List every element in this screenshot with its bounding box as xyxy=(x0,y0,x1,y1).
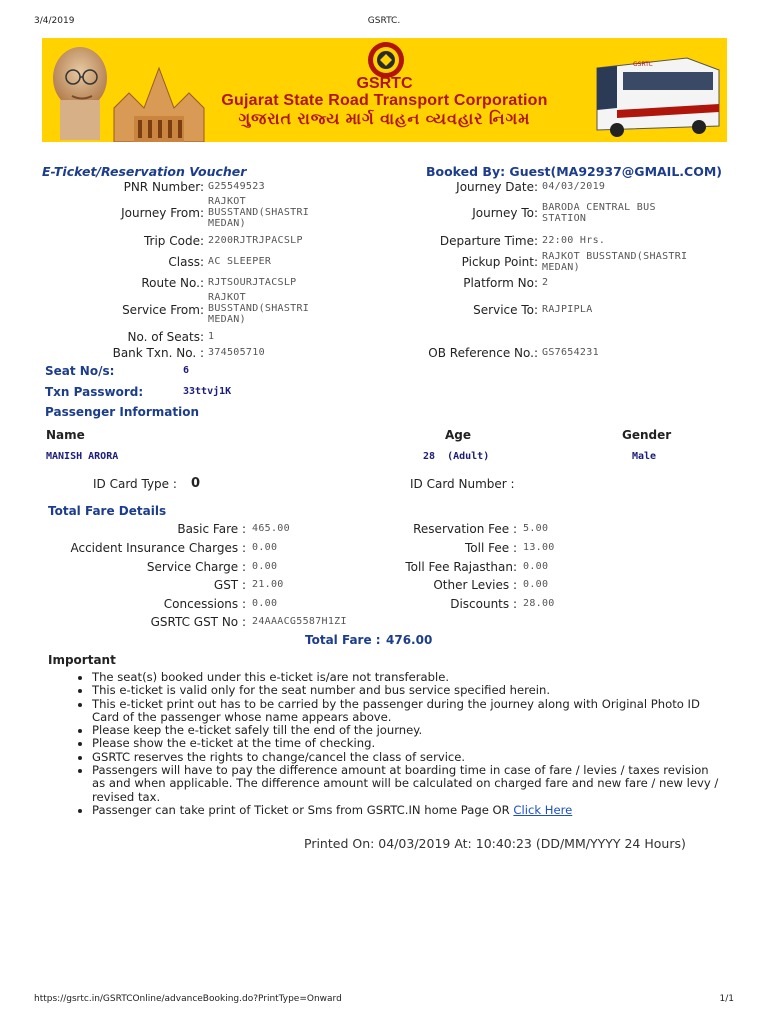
insurance-value: 0.00 xyxy=(252,542,278,553)
gsrtc-banner xyxy=(42,38,727,142)
ob-ref-label: OB Reference No.: xyxy=(428,346,538,360)
toll-rajasthan-value: 0.00 xyxy=(523,561,549,572)
basic-fare-label: Basic Fare : xyxy=(177,522,246,536)
id-number-label: ID Card Number : xyxy=(410,477,515,491)
departure-value: 22:00 Hrs. xyxy=(542,235,606,246)
toll-fee-value: 13.00 xyxy=(523,542,555,553)
voucher-title: E-Ticket/Reservation Voucher xyxy=(42,164,247,179)
service-from-value: RAJKOT BUSSTAND(SHASTRI MEDAN) xyxy=(208,292,310,325)
col-name-header: Name xyxy=(46,428,85,442)
seat-value: 6 xyxy=(183,365,190,376)
service-charge-value: 0.00 xyxy=(252,561,278,572)
important-list xyxy=(74,671,724,817)
service-to-value: RAJPIPLA xyxy=(542,304,593,315)
passenger-age: 28 (Adult) xyxy=(423,451,490,462)
trip-code-label: Trip Code: xyxy=(143,234,204,248)
banner-abbr: GSRTC xyxy=(356,75,413,92)
reservation-fee-label: Reservation Fee : xyxy=(413,522,517,536)
journey-to-label: Journey To: xyxy=(472,206,538,220)
bank-txn-label: Bank Txn. No. : xyxy=(112,346,204,360)
seat-label: Seat No/s: xyxy=(45,364,115,378)
journey-to-value: BARODA CENTRAL BUS STATION xyxy=(542,202,656,224)
important-item: • This e-ticket is valid only for the seat number and bus service specified herein. xyxy=(92,684,724,697)
booked-by: Booked By: Guest(MA92937@GMAIL.COM) xyxy=(425,164,722,179)
insurance-label: Accident Insurance Charges : xyxy=(70,541,246,555)
toll-fee-label: Toll Fee : xyxy=(465,541,517,555)
reservation-fee-value: 5.00 xyxy=(523,523,549,534)
journey-date-value: 04/03/2019 xyxy=(542,181,606,192)
banner-title-english: Gujarat State Road Transport Corporation xyxy=(221,92,548,109)
class-value: AC SLEEPER xyxy=(208,256,272,267)
important-item: • The seat(s) booked under this e-ticket is/are not transferable. xyxy=(92,671,724,684)
important-item-print xyxy=(92,804,724,817)
print-date: 3/4/2019 xyxy=(34,16,75,26)
print-instruction-text: Passenger can take print of Ticket or Sms from GSRTC.IN home Page OR xyxy=(92,802,514,817)
route-value: RJTSOURJTACSLP xyxy=(208,277,297,288)
journey-from-label: Journey From: xyxy=(121,206,204,220)
toll-rajasthan-label: Toll Fee Rajasthan: xyxy=(405,560,517,574)
id-type-label: ID Card Type : xyxy=(93,477,177,491)
other-levies-label: Other Levies : xyxy=(433,578,517,592)
printed-on: Printed On: 04/03/2019 At: 10:40:23 (DD/MM/YYYY 24 Hours) xyxy=(304,836,686,851)
important-item: • Please show the e-ticket at the time of checking. xyxy=(92,737,724,750)
page-title: GSRTC. xyxy=(367,16,401,26)
gst-label: GST : xyxy=(213,578,246,592)
trip-code-value: 2200RJTRJPACSLP xyxy=(208,235,303,246)
other-levies-value: 0.00 xyxy=(523,579,549,590)
basic-fare-value: 465.00 xyxy=(252,523,290,534)
concessions-label: Concessions : xyxy=(163,597,246,611)
journey-date-label: Journey Date: xyxy=(456,180,538,194)
ob-ref-value: GS7654231 xyxy=(542,347,599,358)
bus-label: GSRTC xyxy=(633,61,653,68)
col-age-header: Age xyxy=(445,428,472,442)
id-type-value: 0 xyxy=(191,476,201,491)
passenger-gender: Male xyxy=(632,451,657,462)
concessions-value: 0.00 xyxy=(252,598,278,609)
click-here-link[interactable]: Click Here xyxy=(513,802,573,817)
total-fare-label: Total Fare : xyxy=(305,633,381,647)
important-heading: Important xyxy=(48,653,116,667)
gsrtc-gst-value: 24AAACG5587H1ZI xyxy=(252,616,347,627)
discounts-label: Discounts : xyxy=(450,597,517,611)
passenger-name: MANISH ARORA xyxy=(46,451,119,462)
route-label: Route No.: xyxy=(141,276,204,290)
journey-from-value: RAJKOT BUSSTAND(SHASTRI MEDAN) xyxy=(208,196,310,229)
footer-url: https://gsrtc.in/GSRTCOnline/advanceBooking.do?PrintType=Onward xyxy=(34,994,342,1004)
passenger-info-heading: Passenger Information xyxy=(45,405,199,419)
service-to-label: Service To: xyxy=(473,303,538,317)
pnr-label: PNR Number: xyxy=(123,180,204,194)
service-from-label: Service From: xyxy=(122,303,204,317)
bus-image xyxy=(587,48,727,138)
important-item: • Passengers will have to pay the difference amount at boarding time in case of fare / levies / taxes revision as and when applicable. The difference amount will be calculated on charged fare and new fare / new levy / revised tax. xyxy=(92,764,724,804)
pickup-value: RAJKOT BUSSTAND(SHASTRI MEDAN) xyxy=(542,251,688,273)
pnr-value: G25549523 xyxy=(208,181,265,192)
platform-value: 2 xyxy=(542,277,549,288)
bank-txn-value: 374505710 xyxy=(208,347,265,358)
seats-label: No. of Seats: xyxy=(127,330,204,344)
banner-title-gujarati: ગુજરાત રાજ્ય માર્ગ વાહન વ્યવહાર નિગમ xyxy=(238,111,531,128)
seats-value: 1 xyxy=(208,331,215,342)
platform-label: Platform No: xyxy=(463,276,538,290)
fare-heading: Total Fare Details xyxy=(48,504,167,518)
gsrtc-gst-label: GSRTC GST No : xyxy=(150,615,246,629)
total-fare-value: 476.00 xyxy=(386,633,433,647)
col-gender-header: Gender xyxy=(622,428,672,442)
service-charge-label: Service Charge : xyxy=(146,560,246,574)
gsrtc-logo-icon xyxy=(361,40,411,80)
gst-value: 21.00 xyxy=(252,579,284,590)
class-label: Class: xyxy=(168,255,204,269)
important-item: • This e-ticket print out has to be carried by the passenger during the journey along with Original Photo ID Card of the passenger whose name appears above. xyxy=(92,698,724,725)
txn-password-label: Txn Password: xyxy=(45,385,144,399)
important-item: • Please keep the e-ticket safely till the end of the journey. xyxy=(92,724,724,737)
footer-page-number: 1/1 xyxy=(719,994,734,1004)
important-item: • GSRTC reserves the rights to change/cancel the class of service. xyxy=(92,751,724,764)
discounts-value: 28.00 xyxy=(523,598,555,609)
departure-label: Departure Time: xyxy=(439,234,538,248)
pickup-label: Pickup Point: xyxy=(461,255,538,269)
txn-password-value: 33ttvj1K xyxy=(183,386,232,397)
